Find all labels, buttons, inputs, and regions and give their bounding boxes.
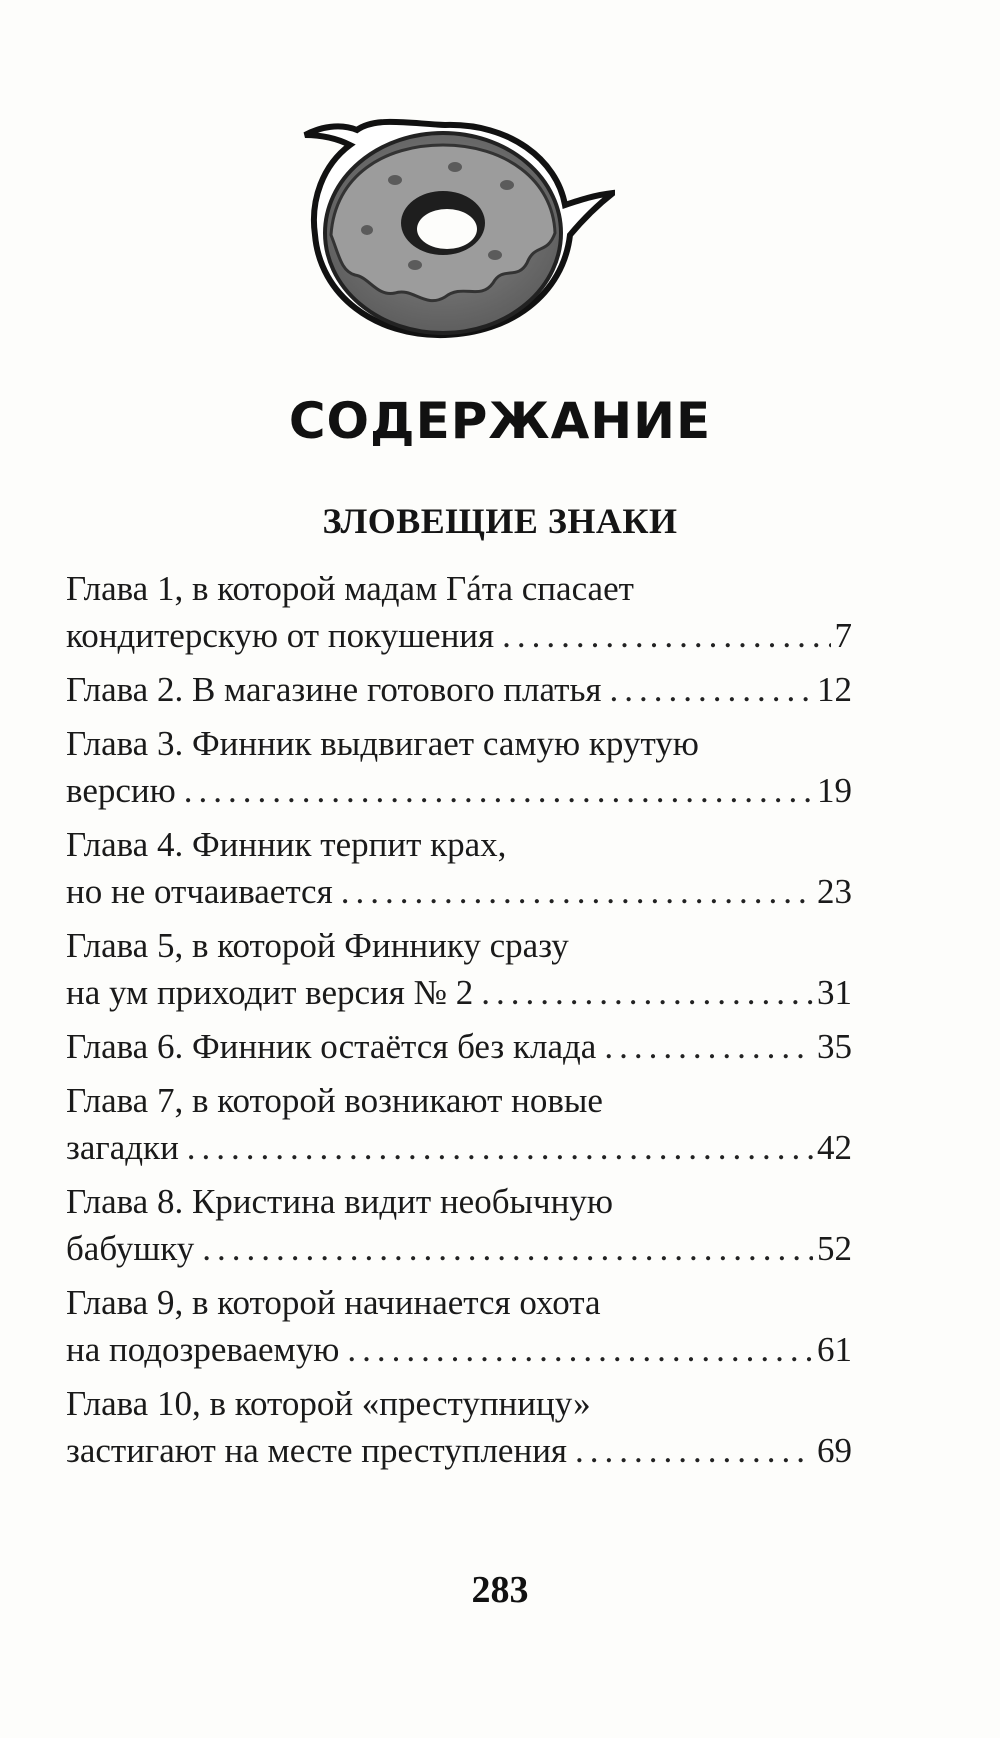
toc-entry-text: версию xyxy=(66,771,176,810)
dot-leader xyxy=(575,1427,813,1474)
dot-leader xyxy=(502,612,830,659)
section-title: ЗЛОВЕЩИЕ ЗНАКИ xyxy=(322,501,678,541)
toc-entry-text: на ум приходит версия № 2 xyxy=(66,973,474,1012)
toc-page-number: 12 xyxy=(817,670,852,709)
toc-page-number: 61 xyxy=(817,1330,852,1369)
dot-leader xyxy=(341,868,813,915)
donut-icon xyxy=(295,105,615,345)
toc-entry-text: Глава 7, в которой возникают новые xyxy=(66,1081,603,1120)
dot-leader xyxy=(604,1023,813,1070)
toc-entry-5[interactable] xyxy=(66,922,852,1016)
toc-entry-text: Глава 3. Финник выдвигает самую крутую xyxy=(66,724,699,763)
dot-leader xyxy=(202,1225,813,1272)
toc-entry-text: Глава 8. Кристина видит необычную xyxy=(66,1182,614,1221)
dot-leader xyxy=(184,767,813,814)
toc-page-number: 23 xyxy=(817,872,852,911)
toc-entry-text: Глава 10, в которой «преступницу» xyxy=(66,1384,591,1423)
toc-entry-7[interactable] xyxy=(66,1077,852,1171)
toc-entry-text: Глава 1, в которой мадам Гáта спасает xyxy=(66,569,634,608)
toc-entry-text: но не отчаивается xyxy=(66,872,333,911)
toc-entry-9[interactable] xyxy=(66,1279,852,1373)
toc-entry-text: на подозреваемую xyxy=(66,1330,340,1369)
toc-entry-1[interactable] xyxy=(66,565,852,659)
dot-leader xyxy=(610,666,813,713)
page-number: 283 xyxy=(471,1569,529,1611)
toc-page-number: 35 xyxy=(817,1027,852,1066)
toc-page-number: 31 xyxy=(817,973,852,1012)
dot-leader xyxy=(481,969,813,1016)
contents-heading: СОДЕРЖАНИЕ xyxy=(288,392,712,450)
toc-page-number: 42 xyxy=(817,1128,852,1167)
toc-entry-3[interactable] xyxy=(66,720,852,814)
toc-entry-text: бабушку xyxy=(66,1229,195,1268)
toc-page-number: 69 xyxy=(817,1431,852,1470)
toc-entry-2[interactable] xyxy=(66,666,852,713)
table-of-contents xyxy=(66,565,852,1481)
toc-entry-text: Глава 6. Финник остаётся без клада xyxy=(66,1027,597,1066)
toc-entry-text: Глава 2. В магазине готового платья xyxy=(66,670,602,709)
toc-entry-10[interactable] xyxy=(66,1380,852,1474)
toc-entry-text: Глава 5, в которой Финнику сразу xyxy=(66,926,569,965)
toc-entry-text: Глава 4. Финник терпит крах, xyxy=(66,825,507,864)
toc-entry-text: застигают на месте преступления xyxy=(66,1431,568,1470)
toc-page-number: 52 xyxy=(817,1229,852,1268)
dot-leader xyxy=(347,1326,813,1373)
toc-page-number: 7 xyxy=(834,616,852,655)
toc-page-number: 19 xyxy=(817,771,852,810)
dot-leader xyxy=(187,1124,813,1171)
toc-entry-text: кондитерскую от покушения xyxy=(66,616,495,655)
toc-entry-text: Глава 9, в которой начинается охота xyxy=(66,1283,601,1322)
toc-entry-4[interactable] xyxy=(66,821,852,915)
toc-entry-6[interactable] xyxy=(66,1023,852,1070)
toc-entry-8[interactable] xyxy=(66,1178,852,1272)
toc-entry-text: загадки xyxy=(66,1128,179,1167)
